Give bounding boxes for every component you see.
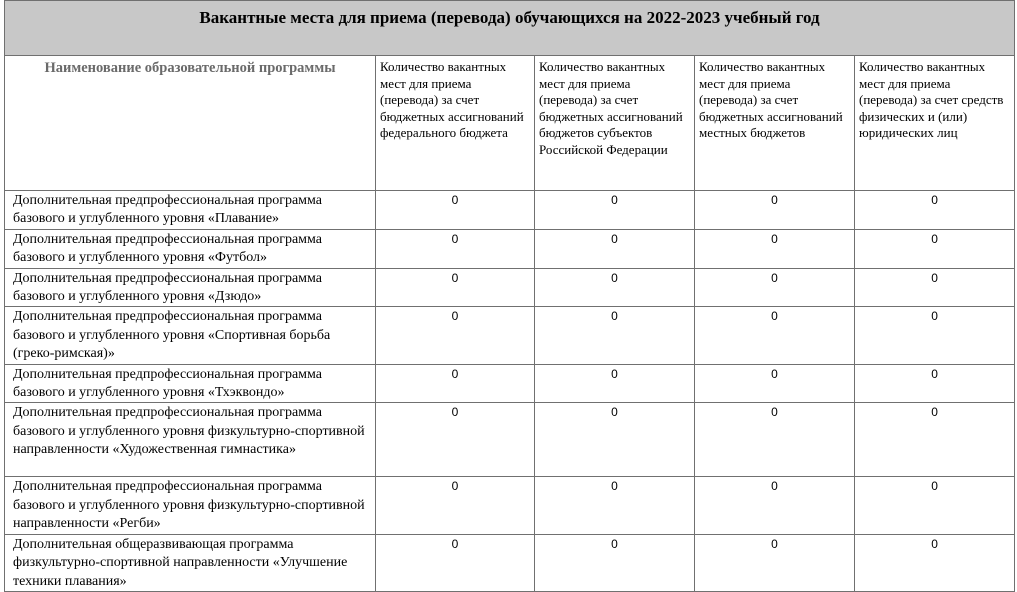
local-count: 0 (695, 364, 855, 403)
regional-count: 0 (535, 191, 695, 230)
paid-count: 0 (855, 307, 1015, 364)
header-local-budget: Количество вакантных мест для приема (перевода) за счет бюджетных ассигнований местных бюджетов (695, 56, 855, 191)
header-program-name: Наименование образовательной программы (5, 56, 376, 191)
local-count: 0 (695, 403, 855, 477)
table-row (5, 477, 1015, 534)
table-title: Вакантные места для приема (перевода) обучающихся на 2022-2023 учебный год (5, 1, 1015, 56)
regional-count: 0 (535, 477, 695, 534)
federal-count: 0 (376, 403, 535, 477)
paid-count: 0 (855, 191, 1015, 230)
program-name: Дополнительная предпрофессиональная программа базового и углубленного уровня физкультурно-спортивной направленности «Регби» (5, 477, 376, 534)
header-federal-budget: Количество вакантных мест для приема (перевода) за счет бюджетных ассигнований федерального бюджета (376, 56, 535, 191)
federal-count: 0 (376, 307, 535, 364)
federal-count: 0 (376, 534, 535, 591)
local-count: 0 (695, 477, 855, 534)
regional-count: 0 (535, 268, 695, 307)
header-paid-places: Количество вакантных мест для приема (перевода) за счет средств физических и (или) юридических лиц (855, 56, 1015, 191)
vacancies-table (4, 0, 1015, 592)
table-row (5, 534, 1015, 591)
regional-count: 0 (535, 534, 695, 591)
vacancies-document (4, 0, 1014, 592)
federal-count: 0 (376, 268, 535, 307)
program-name: Дополнительная предпрофессиональная программа базового и углубленного уровня «Плавание» (5, 191, 376, 230)
table-row (5, 403, 1015, 477)
header-regional-budget: Количество вакантных мест для приема (перевода) за счет бюджетных ассигнований бюджетов субъектов Российской Федерации (535, 56, 695, 191)
federal-count: 0 (376, 191, 535, 230)
regional-count: 0 (535, 307, 695, 364)
regional-count: 0 (535, 403, 695, 477)
paid-count: 0 (855, 364, 1015, 403)
program-name: Дополнительная предпрофессиональная программа базового и углубленного уровня «Тхэквондо» (5, 364, 376, 403)
local-count: 0 (695, 534, 855, 591)
program-name: Дополнительная предпрофессиональная программа базового и углубленного уровня «Дзюдо» (5, 268, 376, 307)
program-name: Дополнительная общеразвивающая программа физкультурно-спортивной направленности «Улучшение техники плавания» (5, 534, 376, 591)
regional-count: 0 (535, 364, 695, 403)
program-name: Дополнительная предпрофессиональная программа базового и углубленного уровня «Футбол» (5, 229, 376, 268)
regional-count: 0 (535, 229, 695, 268)
paid-count: 0 (855, 403, 1015, 477)
table-row (5, 191, 1015, 230)
table-row (5, 364, 1015, 403)
paid-count: 0 (855, 534, 1015, 591)
table-row (5, 229, 1015, 268)
local-count: 0 (695, 307, 855, 364)
paid-count: 0 (855, 268, 1015, 307)
local-count: 0 (695, 229, 855, 268)
header-row (5, 56, 1015, 191)
paid-count: 0 (855, 477, 1015, 534)
local-count: 0 (695, 268, 855, 307)
federal-count: 0 (376, 364, 535, 403)
program-name: Дополнительная предпрофессиональная программа базового и углубленного уровня «Спортивная борьба (греко-римская)» (5, 307, 376, 364)
paid-count: 0 (855, 229, 1015, 268)
table-row (5, 307, 1015, 364)
title-row (5, 1, 1015, 56)
federal-count: 0 (376, 477, 535, 534)
federal-count: 0 (376, 229, 535, 268)
table-row (5, 268, 1015, 307)
program-name: Дополнительная предпрофессиональная программа базового и углубленного уровня физкультурно-спортивной направленности «Художественная гимнастика» (5, 403, 376, 477)
local-count: 0 (695, 191, 855, 230)
